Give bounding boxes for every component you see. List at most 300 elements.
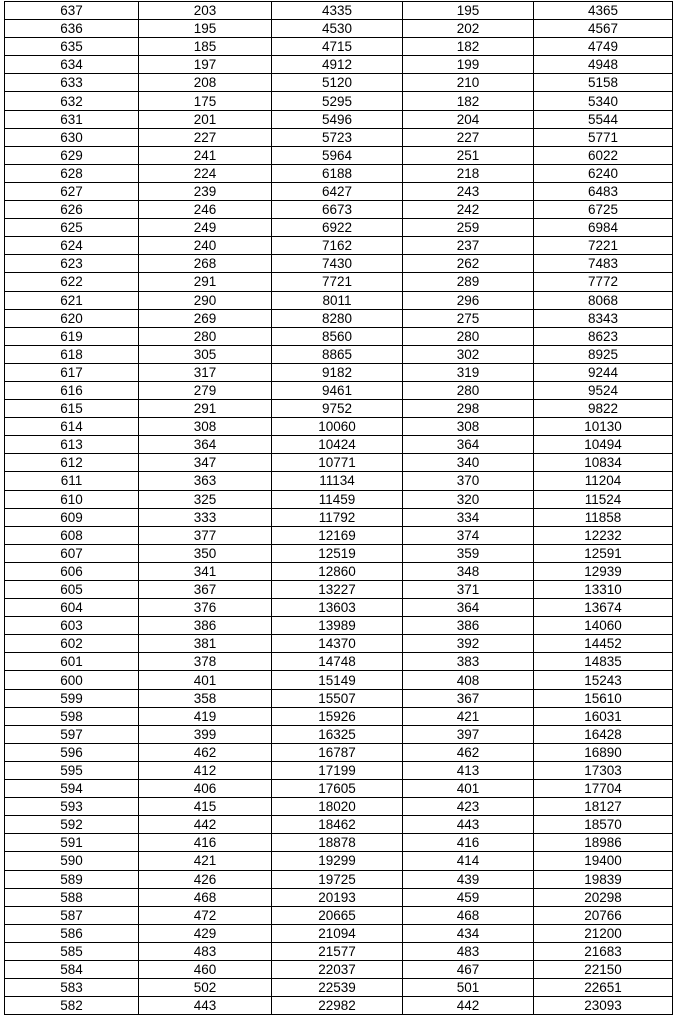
table-cell-col2: 415 [139, 798, 272, 816]
table-cell-col5: 15243 [534, 671, 673, 689]
table-cell-col5: 22651 [534, 979, 673, 997]
table-cell-col3: 11459 [272, 490, 403, 508]
table-cell-col4: 218 [403, 164, 534, 182]
table-cell-col1: 626 [5, 201, 139, 219]
table-cell-col3: 18020 [272, 798, 403, 816]
table-row [5, 617, 673, 635]
table-cell-col2: 175 [139, 92, 272, 110]
table-cell-col1: 611 [5, 472, 139, 490]
table-cell-col1: 596 [5, 743, 139, 761]
table-cell-col4: 182 [403, 38, 534, 56]
table-cell-col2: 377 [139, 526, 272, 544]
table-cell-col5: 18127 [534, 798, 673, 816]
table-cell-col2: 462 [139, 743, 272, 761]
table-row [5, 725, 673, 743]
table-row [5, 490, 673, 508]
table-cell-col1: 609 [5, 508, 139, 526]
table-row [5, 291, 673, 309]
table-cell-col4: 434 [403, 924, 534, 942]
table-cell-col3: 5295 [272, 92, 403, 110]
table-row [5, 201, 673, 219]
table-cell-col4: 251 [403, 146, 534, 164]
table-cell-col2: 376 [139, 599, 272, 617]
table-cell-col4: 413 [403, 761, 534, 779]
table-row [5, 74, 673, 92]
table-cell-col4: 367 [403, 689, 534, 707]
table-row [5, 689, 673, 707]
table-cell-col3: 13603 [272, 599, 403, 617]
table-cell-col1: 587 [5, 906, 139, 924]
table-cell-col4: 210 [403, 74, 534, 92]
table-cell-col1: 622 [5, 273, 139, 291]
table-row [5, 345, 673, 363]
table-cell-col1: 598 [5, 707, 139, 725]
table-cell-col2: 483 [139, 942, 272, 960]
table-cell-col1: 588 [5, 888, 139, 906]
table-cell-col3: 21094 [272, 924, 403, 942]
table-row [5, 743, 673, 761]
table-cell-col1: 589 [5, 870, 139, 888]
table-cell-col4: 364 [403, 436, 534, 454]
table-cell-col2: 246 [139, 201, 272, 219]
table-cell-col1: 617 [5, 363, 139, 381]
table-cell-col2: 386 [139, 617, 272, 635]
table-cell-col3: 12860 [272, 562, 403, 580]
table-cell-col4: 359 [403, 544, 534, 562]
table-cell-col2: 378 [139, 653, 272, 671]
table-row [5, 888, 673, 906]
table-cell-col4: 439 [403, 870, 534, 888]
table-cell-col1: 633 [5, 74, 139, 92]
table-cell-col1: 632 [5, 92, 139, 110]
table-cell-col4: 462 [403, 743, 534, 761]
table-cell-col4: 423 [403, 798, 534, 816]
table-cell-col5: 13674 [534, 599, 673, 617]
table-cell-col4: 195 [403, 2, 534, 20]
table-cell-col2: 305 [139, 345, 272, 363]
table-cell-col1: 630 [5, 128, 139, 146]
table-cell-col3: 13227 [272, 581, 403, 599]
table-cell-col5: 5340 [534, 92, 673, 110]
table-cell-col2: 367 [139, 581, 272, 599]
table-cell-col3: 12169 [272, 526, 403, 544]
table-cell-col3: 8011 [272, 291, 403, 309]
table-cell-col1: 603 [5, 617, 139, 635]
table-cell-col5: 6022 [534, 146, 673, 164]
table-cell-col2: 291 [139, 400, 272, 418]
table-cell-col3: 18878 [272, 834, 403, 852]
table-row [5, 92, 673, 110]
table-cell-col5: 14835 [534, 653, 673, 671]
table-cell-col1: 606 [5, 562, 139, 580]
table-cell-col3: 9182 [272, 363, 403, 381]
table-row [5, 182, 673, 200]
table-row [5, 309, 673, 327]
table-cell-col2: 502 [139, 979, 272, 997]
table-cell-col2: 224 [139, 164, 272, 182]
table-cell-col3: 4335 [272, 2, 403, 20]
table-row [5, 400, 673, 418]
score-table [4, 1, 673, 1015]
table-cell-col4: 182 [403, 92, 534, 110]
table-cell-col3: 4912 [272, 56, 403, 74]
table-cell-col1: 592 [5, 816, 139, 834]
table-cell-col4: 386 [403, 617, 534, 635]
table-cell-col4: 501 [403, 979, 534, 997]
table-cell-col2: 460 [139, 960, 272, 978]
table-cell-col1: 591 [5, 834, 139, 852]
table-row [5, 381, 673, 399]
table-row [5, 852, 673, 870]
table-cell-col2: 472 [139, 906, 272, 924]
table-row [5, 979, 673, 997]
table-cell-col4: 370 [403, 472, 534, 490]
table-cell-col5: 19400 [534, 852, 673, 870]
table-cell-col2: 399 [139, 725, 272, 743]
table-cell-col2: 279 [139, 381, 272, 399]
table-cell-col1: 616 [5, 381, 139, 399]
table-cell-col2: 208 [139, 74, 272, 92]
table-cell-col2: 241 [139, 146, 272, 164]
table-cell-col4: 408 [403, 671, 534, 689]
table-cell-col1: 605 [5, 581, 139, 599]
table-cell-col2: 325 [139, 490, 272, 508]
table-cell-col2: 240 [139, 237, 272, 255]
table-cell-col5: 5158 [534, 74, 673, 92]
table-cell-col2: 185 [139, 38, 272, 56]
table-cell-col4: 348 [403, 562, 534, 580]
table-cell-col1: 604 [5, 599, 139, 617]
table-cell-col5: 15610 [534, 689, 673, 707]
table-row [5, 581, 673, 599]
table-cell-col2: 401 [139, 671, 272, 689]
table-cell-col4: 227 [403, 128, 534, 146]
table-cell-col2: 381 [139, 635, 272, 653]
table-row [5, 671, 673, 689]
table-cell-col2: 347 [139, 454, 272, 472]
table-cell-col2: 419 [139, 707, 272, 725]
table-cell-col1: 614 [5, 418, 139, 436]
table-cell-col3: 22539 [272, 979, 403, 997]
table-cell-col3: 20665 [272, 906, 403, 924]
table-cell-col3: 9461 [272, 381, 403, 399]
table-cell-col5: 11524 [534, 490, 673, 508]
table-cell-col3: 13989 [272, 617, 403, 635]
table-cell-col5: 12591 [534, 544, 673, 562]
table-cell-col1: 607 [5, 544, 139, 562]
table-row [5, 237, 673, 255]
table-cell-col5: 13310 [534, 581, 673, 599]
table-cell-col4: 259 [403, 219, 534, 237]
table-cell-col2: 429 [139, 924, 272, 942]
table-cell-col1: 634 [5, 56, 139, 74]
table-cell-col4: 243 [403, 182, 534, 200]
table-cell-col4: 334 [403, 508, 534, 526]
table-cell-col4: 392 [403, 635, 534, 653]
table-cell-col4: 204 [403, 110, 534, 128]
table-cell-col5: 20766 [534, 906, 673, 924]
table-cell-col4: 340 [403, 454, 534, 472]
table-cell-col1: 584 [5, 960, 139, 978]
table-cell-col5: 4365 [534, 2, 673, 20]
table-cell-col3: 10424 [272, 436, 403, 454]
table-cell-col4: 374 [403, 526, 534, 544]
table-cell-col2: 426 [139, 870, 272, 888]
table-cell-col2: 290 [139, 291, 272, 309]
table-cell-col1: 594 [5, 780, 139, 798]
table-cell-col4: 199 [403, 56, 534, 74]
table-cell-col5: 4749 [534, 38, 673, 56]
table-cell-col2: 280 [139, 327, 272, 345]
table-cell-col4: 371 [403, 581, 534, 599]
table-cell-col1: 602 [5, 635, 139, 653]
table-cell-col3: 18462 [272, 816, 403, 834]
table-cell-col3: 11792 [272, 508, 403, 526]
table-cell-col1: 610 [5, 490, 139, 508]
table-cell-col5: 6725 [534, 201, 673, 219]
table-cell-col4: 308 [403, 418, 534, 436]
table-cell-col3: 7162 [272, 237, 403, 255]
table-cell-col5: 17704 [534, 780, 673, 798]
table-cell-col5: 7483 [534, 255, 673, 273]
table-cell-col1: 613 [5, 436, 139, 454]
table-cell-col5: 6240 [534, 164, 673, 182]
table-cell-col3: 21577 [272, 942, 403, 960]
table-cell-col5: 9244 [534, 363, 673, 381]
table-row [5, 562, 673, 580]
table-row [5, 219, 673, 237]
table-row [5, 599, 673, 617]
table-cell-col4: 383 [403, 653, 534, 671]
table-cell-col5: 22150 [534, 960, 673, 978]
table-cell-col3: 10771 [272, 454, 403, 472]
table-cell-col4: 202 [403, 20, 534, 38]
table-row [5, 472, 673, 490]
table-cell-col3: 5723 [272, 128, 403, 146]
table-row [5, 436, 673, 454]
table-cell-col4: 319 [403, 363, 534, 381]
table-cell-col3: 15149 [272, 671, 403, 689]
table-cell-col5: 19839 [534, 870, 673, 888]
table-cell-col1: 627 [5, 182, 139, 200]
table-row [5, 924, 673, 942]
table-cell-col3: 9752 [272, 400, 403, 418]
table-cell-col2: 308 [139, 418, 272, 436]
table-cell-col5: 21683 [534, 942, 673, 960]
table-cell-col3: 5120 [272, 74, 403, 92]
table-cell-col4: 401 [403, 780, 534, 798]
table-cell-col5: 16428 [534, 725, 673, 743]
table-cell-col5: 16031 [534, 707, 673, 725]
table-cell-col4: 280 [403, 381, 534, 399]
table-cell-col3: 5496 [272, 110, 403, 128]
table-cell-col3: 11134 [272, 472, 403, 490]
table-cell-col5: 17303 [534, 761, 673, 779]
table-cell-col3: 17605 [272, 780, 403, 798]
table-row [5, 363, 673, 381]
table-cell-col2: 269 [139, 309, 272, 327]
table-cell-col1: 597 [5, 725, 139, 743]
table-cell-col5: 11204 [534, 472, 673, 490]
table-cell-col2: 421 [139, 852, 272, 870]
table-cell-col2: 350 [139, 544, 272, 562]
table-cell-col1: 583 [5, 979, 139, 997]
table-cell-col2: 239 [139, 182, 272, 200]
table-row [5, 834, 673, 852]
table-cell-col5: 16890 [534, 743, 673, 761]
table-row [5, 273, 673, 291]
table-cell-col2: 227 [139, 128, 272, 146]
table-cell-col4: 416 [403, 834, 534, 852]
table-cell-col2: 291 [139, 273, 272, 291]
table-cell-col3: 19299 [272, 852, 403, 870]
table-cell-col2: 363 [139, 472, 272, 490]
table-cell-col3: 17199 [272, 761, 403, 779]
table-cell-col3: 4715 [272, 38, 403, 56]
table-cell-col4: 280 [403, 327, 534, 345]
table-cell-col4: 397 [403, 725, 534, 743]
table-row [5, 635, 673, 653]
table-row [5, 110, 673, 128]
table-cell-col4: 320 [403, 490, 534, 508]
table-body [5, 2, 673, 1015]
table-cell-col2: 201 [139, 110, 272, 128]
table-cell-col3: 16325 [272, 725, 403, 743]
table-cell-col3: 6188 [272, 164, 403, 182]
table-cell-col4: 421 [403, 707, 534, 725]
table-cell-col5: 23093 [534, 997, 673, 1015]
table-row [5, 164, 673, 182]
table-cell-col3: 16787 [272, 743, 403, 761]
table-cell-col1: 628 [5, 164, 139, 182]
table-cell-col5: 5771 [534, 128, 673, 146]
table-row [5, 707, 673, 725]
table-row [5, 544, 673, 562]
table-cell-col2: 412 [139, 761, 272, 779]
table-cell-col3: 22037 [272, 960, 403, 978]
table-cell-col3: 22982 [272, 997, 403, 1015]
table-cell-col3: 15926 [272, 707, 403, 725]
table-cell-col3: 8865 [272, 345, 403, 363]
table-row [5, 508, 673, 526]
table-cell-col5: 10130 [534, 418, 673, 436]
table-cell-col1: 629 [5, 146, 139, 164]
table-cell-col5: 10834 [534, 454, 673, 472]
table-cell-col1: 590 [5, 852, 139, 870]
table-cell-col4: 242 [403, 201, 534, 219]
table-cell-col4: 302 [403, 345, 534, 363]
table-row [5, 960, 673, 978]
table-cell-col5: 6483 [534, 182, 673, 200]
table-cell-col5: 18570 [534, 816, 673, 834]
table-cell-col5: 4948 [534, 56, 673, 74]
table-cell-col5: 4567 [534, 20, 673, 38]
table-cell-col3: 6427 [272, 182, 403, 200]
table-cell-col3: 4530 [272, 20, 403, 38]
table-cell-col3: 14748 [272, 653, 403, 671]
table-cell-col5: 12232 [534, 526, 673, 544]
table-cell-col1: 593 [5, 798, 139, 816]
table-cell-col2: 333 [139, 508, 272, 526]
table-row [5, 20, 673, 38]
table-cell-col4: 443 [403, 816, 534, 834]
table-row [5, 997, 673, 1015]
table-cell-col1: 631 [5, 110, 139, 128]
table-row [5, 942, 673, 960]
table-cell-col5: 7221 [534, 237, 673, 255]
table-cell-col2: 364 [139, 436, 272, 454]
table-cell-col5: 14452 [534, 635, 673, 653]
table-cell-col3: 15507 [272, 689, 403, 707]
table-cell-col1: 636 [5, 20, 139, 38]
table-cell-col3: 19725 [272, 870, 403, 888]
table-cell-col3: 7721 [272, 273, 403, 291]
table-cell-col1: 599 [5, 689, 139, 707]
table-cell-col5: 9524 [534, 381, 673, 399]
table-cell-col1: 585 [5, 942, 139, 960]
table-cell-col1: 624 [5, 237, 139, 255]
table-cell-col4: 442 [403, 997, 534, 1015]
table-cell-col5: 8068 [534, 291, 673, 309]
table-cell-col4: 459 [403, 888, 534, 906]
table-row [5, 761, 673, 779]
table-row [5, 526, 673, 544]
table-cell-col5: 8343 [534, 309, 673, 327]
table-cell-col2: 416 [139, 834, 272, 852]
table-cell-col1: 612 [5, 454, 139, 472]
table-cell-col4: 296 [403, 291, 534, 309]
table-cell-col4: 483 [403, 942, 534, 960]
table-cell-col5: 18986 [534, 834, 673, 852]
table-cell-col1: 635 [5, 38, 139, 56]
table-cell-col1: 619 [5, 327, 139, 345]
table-cell-col3: 7430 [272, 255, 403, 273]
table-cell-col2: 358 [139, 689, 272, 707]
table-row [5, 418, 673, 436]
table-cell-col5: 10494 [534, 436, 673, 454]
table-cell-col5: 9822 [534, 400, 673, 418]
table-row [5, 454, 673, 472]
table-cell-col4: 364 [403, 599, 534, 617]
table-cell-col1: 586 [5, 924, 139, 942]
table-row [5, 816, 673, 834]
table-row [5, 798, 673, 816]
table-cell-col2: 443 [139, 997, 272, 1015]
table-cell-col1: 608 [5, 526, 139, 544]
table-cell-col1: 618 [5, 345, 139, 363]
table-cell-col3: 12519 [272, 544, 403, 562]
table-cell-col5: 12939 [534, 562, 673, 580]
table-cell-col2: 195 [139, 20, 272, 38]
table-cell-col4: 468 [403, 906, 534, 924]
table-row [5, 38, 673, 56]
table-cell-col5: 21200 [534, 924, 673, 942]
table-cell-col3: 14370 [272, 635, 403, 653]
table-cell-col2: 341 [139, 562, 272, 580]
table-cell-col3: 8280 [272, 309, 403, 327]
table-cell-col3: 6922 [272, 219, 403, 237]
table-cell-col3: 5964 [272, 146, 403, 164]
table-row [5, 327, 673, 345]
table-row [5, 653, 673, 671]
table-cell-col5: 8623 [534, 327, 673, 345]
table-cell-col4: 275 [403, 309, 534, 327]
table-cell-col1: 582 [5, 997, 139, 1015]
table-cell-col2: 203 [139, 2, 272, 20]
table-cell-col3: 20193 [272, 888, 403, 906]
table-cell-col2: 406 [139, 780, 272, 798]
table-cell-col2: 468 [139, 888, 272, 906]
